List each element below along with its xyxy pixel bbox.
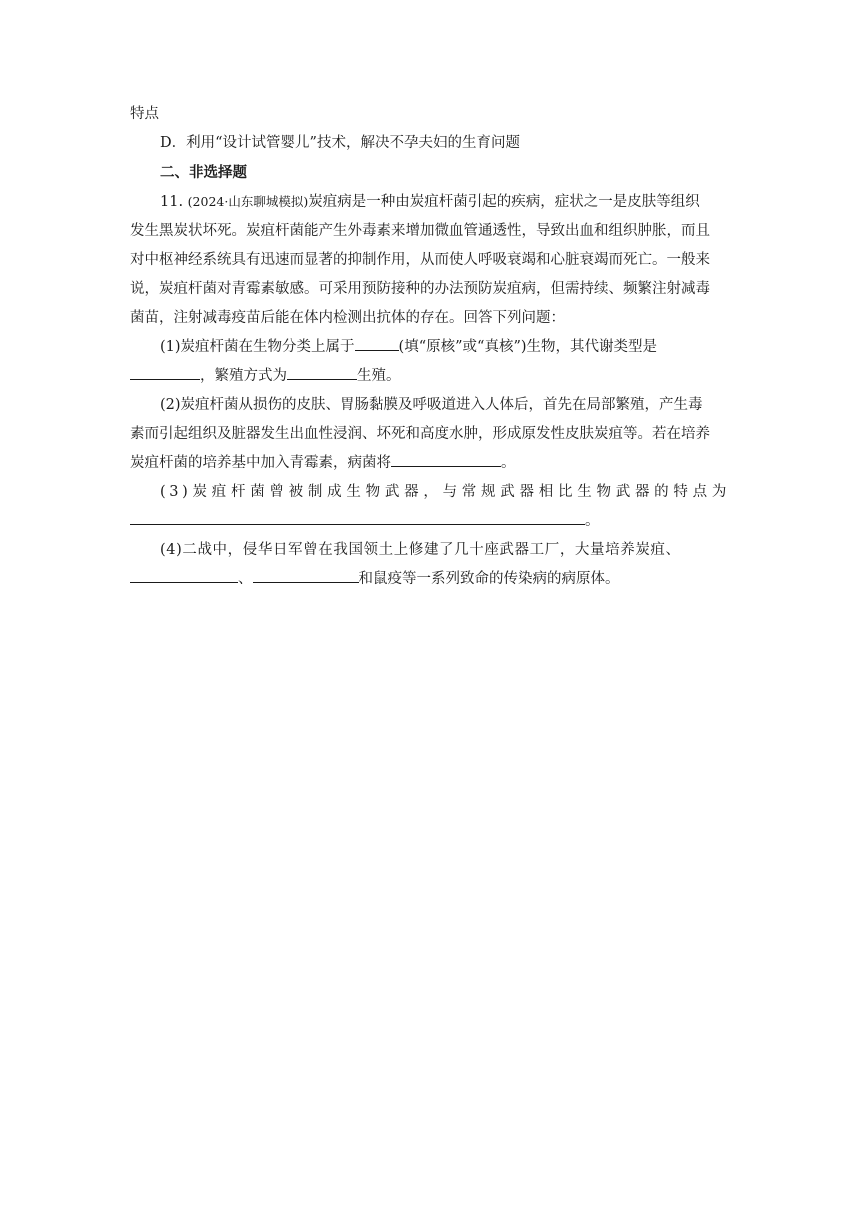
- subquestion-4-line-2: [130, 565, 730, 594]
- question-11-first-line: [130, 187, 730, 217]
- subquestion-3-line-2: [130, 507, 730, 536]
- question-stem-line: 说，炭疽杆菌对青霉素敏感。可采用预防接种的办法预防炭疽病，但需持续、频繁注射减毒: [130, 281, 710, 297]
- document-page: [130, 100, 730, 594]
- question-source: (2024·山东聊城模拟): [187, 194, 309, 209]
- subquestion-1-text-c: ，繁殖方式为: [200, 368, 287, 384]
- answer-blank-pathogen-1[interactable]: [130, 565, 238, 583]
- subquestion-1-cont: [130, 362, 730, 391]
- question-11: [130, 187, 730, 594]
- subquestion-2-text: 炭疽杆菌的培养基中加入青霉素，病菌将: [130, 455, 391, 471]
- subquestion-1: [130, 333, 730, 362]
- question-stem-line: 发生黑炭状坏死。炭疽杆菌能产生外毒素来增加微血管通透性，导致出血和组织肿胀，而且: [130, 223, 710, 239]
- subquestion-2-line-3: [130, 449, 730, 478]
- subquestion-2-line-1: (2)炭疽杆菌从损伤的皮肤、胃肠黏膜及呼吸道进入人体后，首先在局部繁殖，产生毒: [160, 397, 703, 413]
- subquestion-4-sep: 、: [238, 571, 253, 587]
- answer-blank-pathogen-2[interactable]: [253, 565, 359, 583]
- answer-blank-penicillin[interactable]: [391, 449, 501, 467]
- subquestion-3-end: 。: [585, 513, 600, 529]
- subquestion-4-line-1: (4)二战中，侵华日军曾在我国领土上修建了几十座武器工厂，大量培养炭疽、: [160, 542, 681, 558]
- question-stem-line: 炭疽病是一种由炭疽杆菌引起的疾病，症状之一是皮肤等组织: [308, 194, 700, 210]
- option-d: D．利用“设计试管婴儿”技术，解决不孕夫妇的生育问题: [160, 135, 520, 151]
- answer-blank-metabolism[interactable]: [130, 362, 200, 380]
- question-number: 11.: [160, 194, 184, 210]
- question-stem-line: 对中枢神经系统具有迅速而显著的抑制作用，从而使人呼吸衰竭和心脏衰竭而死亡。一般来: [130, 252, 710, 268]
- previous-question-tail: 特点: [130, 106, 159, 122]
- subquestion-2-line-2: 素而引起组织及脏器发生出血性浸润、坏死和高度水肿，形成原发性皮肤炭疽等。若在培养: [130, 426, 710, 442]
- answer-blank-bioweapon-features[interactable]: [130, 507, 585, 525]
- section-heading: 二、非选择题: [160, 164, 247, 181]
- subquestion-1-text-b: (填“原核”或“真核”)生物，其代谢类型是: [398, 339, 658, 355]
- answer-blank-classification[interactable]: [355, 333, 399, 351]
- subquestion-4-end: 和鼠疫等一系列致命的传染病的病原体。: [358, 571, 620, 587]
- answer-blank-reproduction[interactable]: [287, 362, 357, 380]
- subquestion-2-end: 。: [501, 455, 516, 471]
- subquestion-1-text-a: (1)炭疽杆菌在生物分类上属于: [160, 339, 355, 355]
- subquestion-1-text-d: 生殖。: [357, 368, 401, 384]
- question-stem-line: 菌苗，注射减毒疫苗后能在体内检测出抗体的存在。回答下列问题：: [130, 310, 565, 326]
- subquestion-3-line-1: (3)炭疽杆菌曾被制成生物武器，与常规武器相比生物武器的特点为: [160, 484, 730, 500]
